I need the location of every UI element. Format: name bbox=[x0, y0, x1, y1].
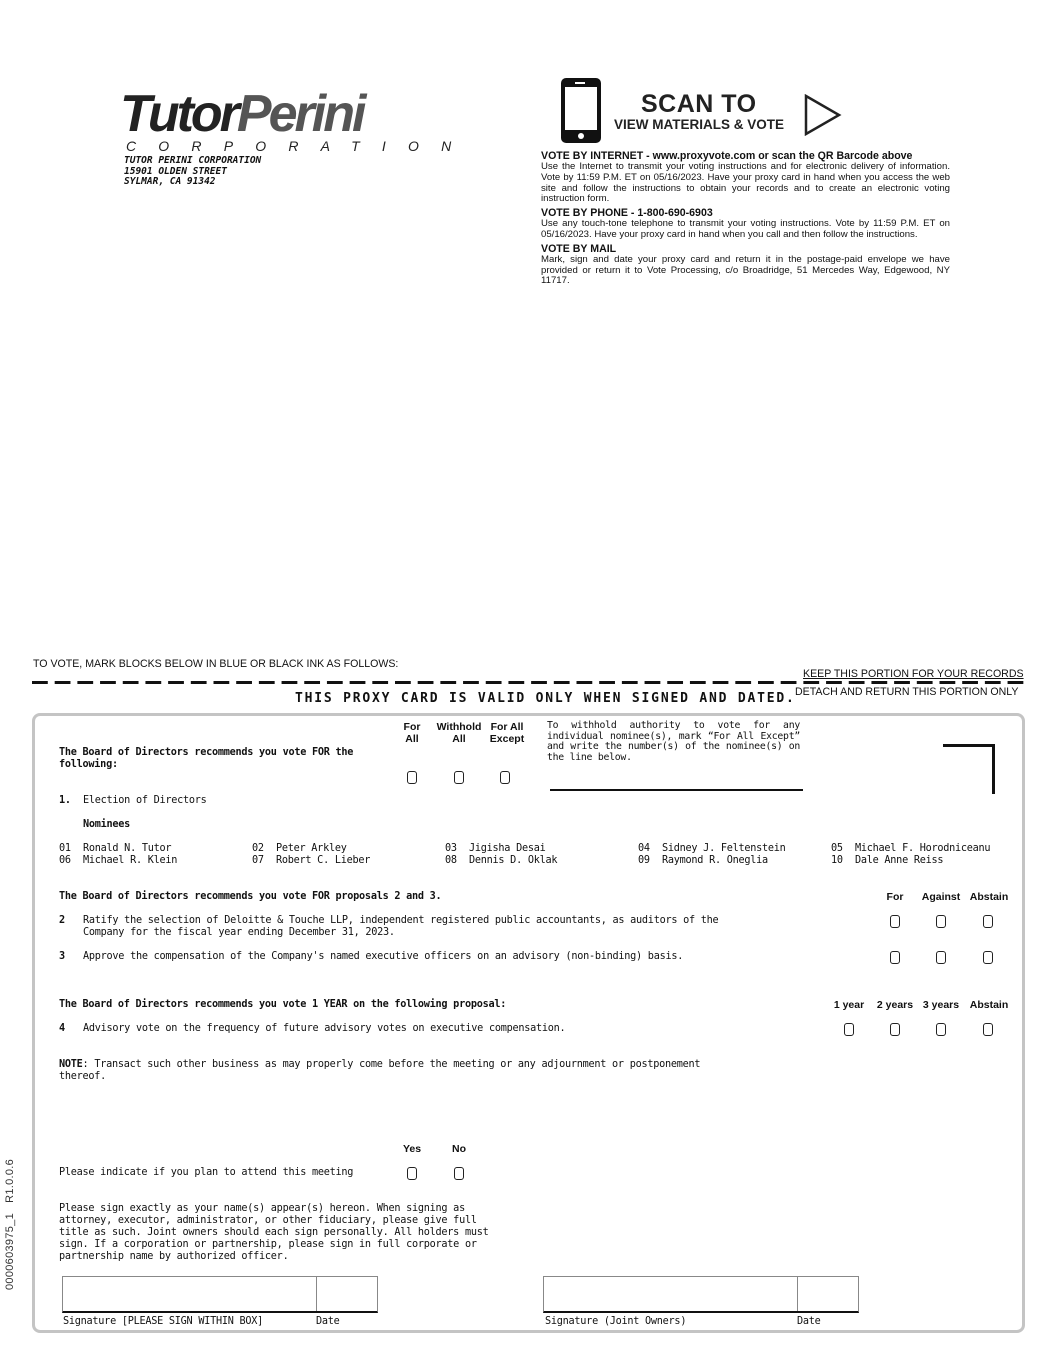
logo-word-tutor: Tutor bbox=[120, 85, 237, 143]
logo-word-perini: Perini bbox=[236, 85, 364, 143]
nominee-number: 04 bbox=[638, 843, 650, 854]
date-label: Date bbox=[797, 1316, 821, 1327]
nominee-name: Sidney J. Feltenstein bbox=[662, 843, 786, 854]
nominee-name: Michael R. Klein bbox=[83, 855, 178, 866]
scan-title: SCAN TO bbox=[641, 90, 757, 118]
signature-box-joint[interactable] bbox=[543, 1276, 859, 1313]
play-arrow-icon bbox=[804, 94, 842, 136]
proposal2-text-line2: Company for the fiscal year ending December 31, 2023. bbox=[83, 927, 395, 938]
vote-mail-heading: VOTE BY MAIL bbox=[541, 242, 617, 255]
nominee-number: 05 bbox=[831, 843, 843, 854]
proposal2-number: 2 bbox=[59, 915, 65, 926]
detach-portion-label: DETACH AND RETURN THIS PORTION ONLY bbox=[795, 686, 1019, 698]
nominee-number: 07 bbox=[252, 855, 264, 866]
note-label: NOTE bbox=[59, 1059, 83, 1070]
signature-primary-label: Signature [PLEASE SIGN WITHIN BOX] bbox=[63, 1316, 264, 1327]
nominee-name: Ronald N. Tutor bbox=[83, 843, 172, 854]
checkbox-proposal2-for[interactable] bbox=[890, 915, 900, 928]
col-header-against: Against bbox=[921, 891, 961, 903]
checkbox-proposal2-abstain[interactable] bbox=[983, 915, 993, 928]
checkbox-proposal3-abstain[interactable] bbox=[983, 951, 993, 964]
sign-instructions: Please sign exactly as your name(s) appear(s) hereon. When signing as attorney, executor, administrator, or other fiduciary, please give full title as such. Joint owners should each sign personally. All holders must sign. If a corporation or partnership, please sign in full corporate or partnership name by authorized officer. bbox=[59, 1203, 489, 1262]
note-body: : Transact such other business as may properly come before the meeting or any adjournment or postponement thereof. bbox=[59, 1059, 701, 1082]
proposal3-text: Approve the compensation of the Company's named executive officers on an advisory (non-binding) basis. bbox=[83, 951, 684, 962]
note-text bbox=[59, 1059, 749, 1083]
form-code: 0000603975_1 R1.0.0.6 bbox=[4, 1158, 16, 1290]
col-header-withhold-all: Withhold All bbox=[436, 721, 482, 745]
nominee-name: Robert C. Lieber bbox=[276, 855, 371, 866]
col-header-yes: Yes bbox=[402, 1143, 422, 1155]
company-address bbox=[124, 156, 261, 188]
address-line: 15901 OLDEN STREET bbox=[124, 165, 227, 177]
scan-subtitle: VIEW MATERIALS & VOTE bbox=[614, 117, 785, 132]
logo-tagline: CORPORATION bbox=[126, 138, 474, 154]
vote-internet-heading: VOTE BY INTERNET - www.proxyvote.com or scan the QR Barcode above bbox=[541, 150, 913, 162]
checkbox-proposal4-1-year[interactable] bbox=[844, 1023, 854, 1036]
checkbox-withhold-all[interactable] bbox=[454, 771, 464, 784]
proposal4-recommendation: The Board of Directors recommends you vote 1 YEAR on the following proposal: bbox=[59, 999, 507, 1010]
nominee-name: Peter Arkley bbox=[276, 843, 347, 854]
nominee-number: 03 bbox=[445, 843, 457, 854]
proposal1-title: Election of Directors bbox=[83, 795, 207, 806]
col-header-abstain: Abstain bbox=[969, 999, 1009, 1011]
proposal1-number: 1. bbox=[59, 795, 71, 806]
withhold-instructions: To withhold authority to vote for any individual nominee(s), mark “For All Except” and write the number(s) of the nominee(s) on the line below. bbox=[547, 720, 800, 763]
col-header-abstain: Abstain bbox=[969, 891, 1009, 903]
nominee-name: Raymond R. Oneglia bbox=[662, 855, 768, 866]
col-header-2-years: 2 years bbox=[876, 999, 914, 1011]
checkbox-proposal2-against[interactable] bbox=[936, 915, 946, 928]
attendance-question: Please indicate if you plan to attend this meeting bbox=[59, 1167, 354, 1178]
checkbox-proposal4-3-years[interactable] bbox=[936, 1023, 946, 1036]
col-header-3-years: 3 years bbox=[922, 999, 960, 1011]
registration-corner-mark bbox=[943, 744, 995, 794]
vote-phone-heading: VOTE BY PHONE - 1-800-690-6903 bbox=[541, 207, 713, 220]
vote-mail-body: Mark, sign and date your proxy card and return it in the postage-paid envelope we have provided or return it to Vote Processing, c/o Broadridge, 51 Mercedes Way, Edgewood, NY 11717. bbox=[541, 253, 950, 287]
address-line: SYLMAR, CA 91342 bbox=[124, 176, 216, 188]
checkbox-attend-yes[interactable] bbox=[407, 1167, 417, 1180]
checkbox-for-all[interactable] bbox=[407, 771, 417, 784]
checkbox-proposal4-2-years[interactable] bbox=[890, 1023, 900, 1036]
proposal4-number: 4 bbox=[59, 1023, 65, 1034]
checkbox-attend-no[interactable] bbox=[454, 1167, 464, 1180]
nominee-number: 08 bbox=[445, 855, 457, 866]
vote-internet-body: Use the Internet to transmit your voting instructions and for electronic delivery of information. Vote by 11:59 P.M. ET on 05/16/2023. Have your proxy card in hand when you access the web site and follow the instructions to obtain your records and to create an electronic voting instruction form. bbox=[541, 161, 950, 205]
detach-dashed-line bbox=[32, 681, 1024, 684]
nominee-name: Michael F. Horodniceanu bbox=[855, 843, 991, 854]
nominee-name: Dale Anne Reiss bbox=[855, 855, 944, 866]
nominee-number: 10 bbox=[831, 855, 843, 866]
col-header-for-all-except: For All Except bbox=[489, 721, 525, 745]
checkbox-for-all-except[interactable] bbox=[500, 771, 510, 784]
proposal2-text-line1: Ratify the selection of Deloitte & Touche LLP, independent registered public accountants, as auditors of the bbox=[83, 915, 719, 926]
keep-portion-label: KEEP THIS PORTION FOR YOUR RECORDS bbox=[803, 668, 1024, 680]
validity-notice: THIS PROXY CARD IS VALID ONLY WHEN SIGNED AND DATED. bbox=[295, 691, 796, 706]
signature-joint-label: Signature (Joint Owners) bbox=[545, 1316, 687, 1327]
nominee-name: Dennis D. Oklak bbox=[469, 855, 558, 866]
col-header-for-all: For All bbox=[403, 721, 421, 745]
nominee-number: 06 bbox=[59, 855, 71, 866]
nominee-name: Jigisha Desai bbox=[469, 843, 546, 854]
date-divider bbox=[797, 1277, 798, 1311]
company-logo bbox=[120, 86, 363, 142]
nominee-number: 01 bbox=[59, 843, 71, 854]
proposals-2-3-recommendation: The Board of Directors recommends you vote FOR proposals 2 and 3. bbox=[59, 891, 442, 902]
col-header-for: For bbox=[886, 891, 904, 903]
nominees-label: Nominees bbox=[83, 819, 131, 830]
phone-icon bbox=[561, 78, 601, 143]
nominee-number: 09 bbox=[638, 855, 650, 866]
nominee-exception-line[interactable] bbox=[550, 789, 803, 791]
vote-phone-body: Use any touch-tone telephone to transmit your voting instructions. Vote by 11:59 P.M. ET on 05/16/2023. Have your proxy card in hand when you call and then follow the instructions. bbox=[541, 218, 950, 240]
checkbox-proposal4-abstain[interactable] bbox=[983, 1023, 993, 1036]
col-header-1-year: 1 year bbox=[833, 999, 865, 1011]
col-header-no: No bbox=[452, 1143, 466, 1155]
proposal3-number: 3 bbox=[59, 951, 65, 962]
date-label: Date bbox=[316, 1316, 340, 1327]
checkbox-proposal3-for[interactable] bbox=[890, 951, 900, 964]
voting-methods bbox=[541, 149, 950, 287]
proposal4-text: Advisory vote on the frequency of future advisory votes on executive compensation. bbox=[83, 1023, 566, 1034]
date-divider bbox=[316, 1277, 317, 1311]
nominee-number: 02 bbox=[252, 843, 264, 854]
signature-box-primary[interactable] bbox=[62, 1276, 378, 1313]
checkbox-proposal3-against[interactable] bbox=[936, 951, 946, 964]
ink-instruction: TO VOTE, MARK BLOCKS BELOW IN BLUE OR BLACK INK AS FOLLOWS: bbox=[33, 658, 399, 670]
proposal1-recommendation: The Board of Directors recommends you vote FOR the following: bbox=[59, 747, 354, 770]
address-line: TUTOR PERINI CORPORATION bbox=[124, 155, 262, 166]
